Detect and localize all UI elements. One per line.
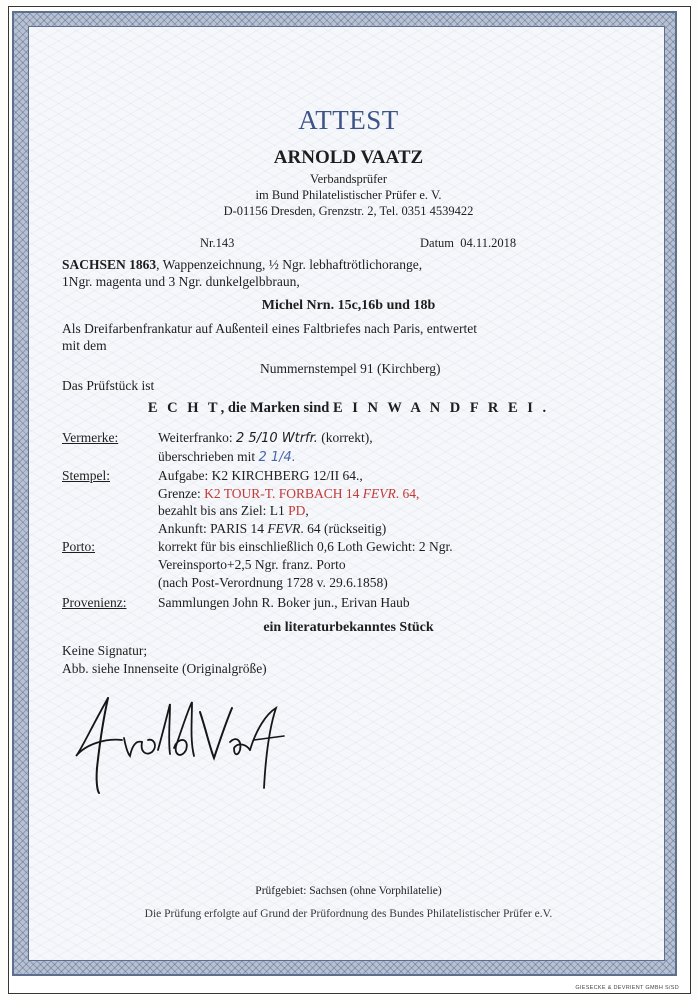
vermerke-text-a: Weiterfranko: bbox=[158, 430, 237, 445]
verdict bbox=[0, 400, 697, 416]
handwritten-overwrite: 2 1/4. bbox=[258, 450, 296, 465]
description-line-5: mit dem bbox=[62, 338, 107, 353]
porto-label: Porto: bbox=[62, 539, 96, 554]
verdict-faultless: E I N W A N D F R E I . bbox=[332, 400, 550, 416]
red-border-stamp-year: . 64, bbox=[395, 486, 420, 501]
stempel-arrival-end: . 64 (rückseitig) bbox=[300, 521, 387, 536]
description-line-1 bbox=[62, 257, 422, 273]
vermerke-text-c: überschrieben mit bbox=[158, 449, 259, 464]
date-label: Datum bbox=[420, 236, 455, 250]
nr-value: 143 bbox=[215, 236, 235, 250]
certificate-title: ATTEST bbox=[298, 105, 399, 135]
porto-line-2: Vereinsporto+2,5 Ngr. franz. Porto bbox=[158, 557, 346, 572]
examiner-signature bbox=[70, 690, 290, 800]
examination-statement: Die Prüfung erfolgte auf Grund der Prüfordnung des Bundes Philatelistischer Prüfer e.V. bbox=[144, 908, 553, 920]
vermerke-line-1 bbox=[158, 430, 373, 447]
handwritten-franking: 2 5/10 Wtrfr. bbox=[236, 431, 318, 446]
image-note: Abb. siehe Innenseite (Originalgröße) bbox=[62, 661, 267, 676]
verdict-genuine: E C H T bbox=[147, 400, 221, 416]
vermerke-text-b: (korrekt), bbox=[317, 430, 373, 445]
vermerke-label: Vermerke: bbox=[62, 430, 119, 445]
porto-line-1: korrekt für bis einschließlich 0,6 Loth Gewicht: 2 Ngr. bbox=[158, 539, 453, 554]
date-value: 04.11.2018 bbox=[460, 236, 517, 250]
examiner-address: D-01156 Dresden, Grenzstr. 2, Tel. 0351 4539422 bbox=[223, 204, 474, 218]
nr-label: Nr. bbox=[200, 236, 216, 250]
examiner-role: Verbandsprüfer bbox=[309, 172, 388, 186]
stempel-arrival-month: FEVR bbox=[267, 521, 301, 536]
stempel-label: Stempel: bbox=[62, 468, 110, 483]
examiner-name: ARNOLD VAATZ bbox=[273, 147, 424, 168]
verdict-middle: , die Marken sind bbox=[220, 400, 333, 416]
certificate-date bbox=[420, 235, 516, 251]
examination-area: Prüfgebiet: Sachsen (ohne Vorphilatelie) bbox=[255, 885, 442, 897]
pruefstueck-label: Das Prüfstück ist bbox=[62, 378, 155, 393]
issue-description: , Wappenzeichnung, ½ Ngr. lebhaftrötlichorange, bbox=[156, 257, 423, 272]
provenienz-label: Provenienz: bbox=[62, 595, 127, 610]
stempel-arrival-label: Ankunft: PARIS 14 bbox=[158, 521, 268, 536]
stempel-paid-end: , bbox=[305, 503, 309, 518]
red-pd-stamp: PD bbox=[288, 503, 306, 518]
stempel-line-1: Aufgabe: K2 KIRCHBERG 12/II 64., bbox=[158, 468, 363, 483]
red-border-stamp: K2 TOUR-T. FORBACH 14 bbox=[204, 486, 363, 501]
red-border-stamp-month: FEVR bbox=[362, 486, 396, 501]
stempel-line-3 bbox=[158, 503, 309, 519]
vermerke-line-2 bbox=[158, 449, 296, 466]
examiner-association: im Bund Philatelistischer Prüfer e. V. bbox=[255, 188, 442, 202]
stempel-line-4 bbox=[158, 521, 386, 537]
porto-line-3: (nach Post-Verordnung 1728 v. 29.6.1858) bbox=[158, 575, 388, 590]
stempel-paid-label: bezahlt bis ans Ziel: L1 bbox=[158, 503, 289, 518]
certificate-number bbox=[200, 235, 234, 251]
provenienz-value: Sammlungen John R. Boker jun., Erivan Haub bbox=[158, 595, 410, 610]
stempel-border-label: Grenze: bbox=[158, 486, 205, 501]
description-line-4: Als Dreifarbenfrankatur auf Außenteil eines Faltbriefes nach Paris, entwertet bbox=[62, 321, 477, 336]
issue-name: SACHSEN 1863 bbox=[62, 257, 157, 272]
stempel-line-2 bbox=[158, 486, 419, 502]
description-line-2: 1Ngr. magenta und 3 Ngr. dunkelgelbbraun, bbox=[62, 274, 300, 289]
michel-numbers: Michel Nrn. 15c,16b und 18b bbox=[261, 298, 436, 313]
printer-imprint: GIESECKE & DEVRIENT GMBH S/SD bbox=[575, 985, 679, 991]
signature-note: Keine Signatur; bbox=[62, 643, 148, 658]
literature-note: ein literaturbekanntes Stück bbox=[263, 620, 434, 635]
cancellation-stamp: Nummernstempel 91 (Kirchberg) bbox=[260, 361, 441, 376]
